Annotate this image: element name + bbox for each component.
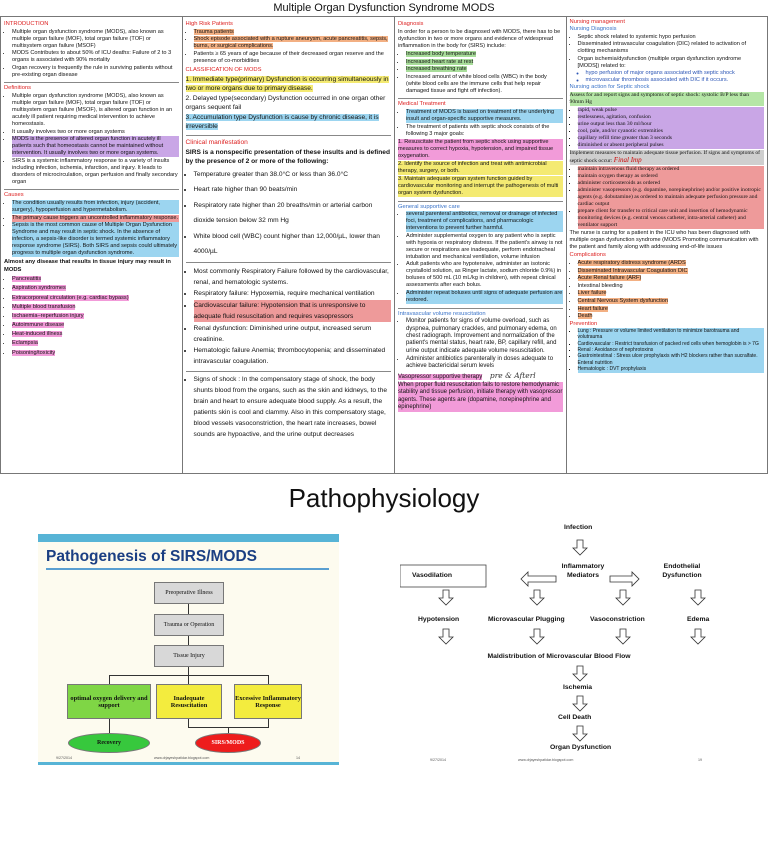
high-risk-item: Shock episode associated with a rupture aneurysm, acute pancreatitis, sepsis, burns, or surgical complications. [193,36,388,50]
prevention-item: ▪ Hematologic : DVT prophylaxis [578,366,764,372]
notes-column-4 [567,17,767,473]
trauma-box: Trauma or Operation [154,614,224,636]
cause-item: • The condition usually results from infection, injury (accident, surgery), hypoperfusion and hypermetabolism. [12,200,179,214]
clinical-intro: SIRS is a nonspecific presentation of these insults and is defined by the presence of 2 or more of the following: [185,148,390,165]
organ-dysfunction-node: Organ Dysfunction [550,744,612,751]
complication-item: Acute Renal failure (ARF) [577,275,642,282]
clinical-item: • Heart rate higher than 90 beats/min [194,182,391,197]
down-arrow [573,696,587,711]
diagnosis-item: Increased heart rate at rest [405,58,474,65]
organ-failure-item: • Renal dysfunction: Diminished urine output, increased serum creatinine. [194,323,391,345]
prevention-item: ▪ Renal : Avoidance of nephrotoxins [578,347,764,353]
complication-item: Central Nervous System dysfunction [577,297,668,304]
treatment-goal: 2. Identify the source of infection and treat with antimicrobial therapy, surgery, or both. [398,161,563,175]
nursing-action-item: ▪ rapid, weak pulse [578,107,764,114]
definition-item: • MODS is the presence of altered organ function in acutely ill patients such that homeostasis cannot be maintained without intervention. It usually involves two or more organ systems. [12,136,179,157]
risk-item: Poisoning/toxicity [12,349,56,356]
clinical-heading: Clinical manifestation [185,138,248,146]
slide-footer-date: 9/27/2014 [430,758,446,762]
nursing-diagnosis-item: • Organ ischemia/dysfunction (multiple organ dysfunction syndrome [MODS]) related to: [578,56,764,70]
causes-section [4,190,179,360]
risk-item: Heat-induced illness [12,331,63,338]
high-risk-item: Trauma patients [193,28,234,35]
diagnosis-heading: Diagnosis [397,21,424,27]
connector [109,675,269,676]
risk-item: Pancreatitis [12,276,42,283]
treatment-item: • The treatment of patients with septic shock consists of the following 3 major goals: [406,124,563,138]
down-arrow [616,629,630,644]
cascade-arrows [400,518,718,770]
sirs-mods-ellipse: SIRS/MODS [195,733,261,753]
connector [188,675,189,684]
connector [188,636,189,645]
edema-node: Edema [687,616,710,623]
nursing-action-item: ▪ diminished or absent peripheral pulses [578,142,764,149]
down-arrow [439,590,453,605]
prevention-item: ▪ Cardiovascular : Restrict transfusion of packed red cells when hemoglobin is > 7G [578,341,764,347]
connector [188,667,189,675]
down-arrow [439,629,453,644]
nursing-action-item: ▪ cool, pale, and/or cyanotic extremities [578,128,764,135]
care-item: • Administer supplemental oxygen to any patient who is septic with hypoxia or respiratory distress. If the patient's airway is not secure or respirations are inadequate, perform endotracheal intubation and mechanical ventilation, volume infusion [406,233,563,261]
classification-heading: CLASSIFICATION OF MODS [185,66,262,73]
slide-page-number: 19 [698,758,702,762]
document-title: Multiple Organ Dysfunction Syndrome MODS [273,2,495,14]
implement-item: ▪ administer corticosteroids as ordered [578,180,764,187]
nursing-management-heading: Nursing management [569,19,625,25]
connector [109,719,110,733]
prevention-item: ▪ Lung : Pressure or volume limited ventilation to minimize barotrauma and volutrauma [578,328,764,341]
organ-failure-item: • Most commonly Respiratory Failure followed by the cardiovascular, renal, and hematologic systems. [194,266,391,288]
connector [268,719,269,727]
treatment-section [398,99,563,201]
causes-heading: Causes [4,192,24,199]
slide-footer-date: 9/27/2014 [56,756,72,760]
care-item: • Administer repeat boluses until signs of adequate perfusion are restored. [406,290,563,304]
high-risk-section [186,19,391,136]
connector [268,675,269,684]
recovery-ellipse: Recovery [68,733,150,753]
clinical-section [186,136,391,263]
nursing-sub-item: ◦ microvascular thrombosis associated with DIC if it occurs. [586,77,764,84]
inadequate-resuscitation-box: Inadequate Resuscitation [156,684,222,719]
preoperative-box: Preoperative Illness [154,582,224,604]
clinical-item: • Temperature greater than 38.0°C or less than 36.0°C [194,167,391,182]
intro-item: • Multiple organ dysfunction syndrome (MODS), also known as multiple organ failure (MOF), total organ failure (TOF) or multisystem organ failure (MSOF) [12,29,179,50]
intro-heading: INTRODUCTION [4,21,49,27]
maldistribution-node: Maldistribution of Microvascular Blood Flow [487,653,631,660]
down-arrow [573,666,587,681]
high-risk-heading: High Risk Patients [185,21,233,27]
supportive-care-section [398,202,563,309]
risk-item: Aspiration syndromes [12,285,66,292]
implement-item: ▪ maintain intravenous fluid therapy as ordered [578,166,764,173]
implement-item: ▪ prepare client for transfer to critical care unit and insertion of hemodynamic monitoring devices (e.g. central venous catheter, intra-arterial catheter) and ventilator support [578,208,764,229]
handwritten-note: pre & Afterl [489,370,536,380]
connector [109,675,110,684]
down-arrow [616,590,630,605]
complication-item: • Intestinal bleeding [578,283,764,290]
complications-heading: Complications [569,252,606,259]
clinical-item: • White blood cell (WBC) count higher than 12,000/µL, lower than 4000/µL [194,229,391,259]
optimal-oxygen-box: optimal oxygen delivery and support [67,684,151,719]
vasopressor-text: When proper fluid resuscitation fails to restore hemodynamic stability and tissue perfusion, initiate therapy with vasopressor agents. These agents are (dopamine, norepinephrine and epinephrine) [397,381,563,411]
slide-footer-url: www.drjayeshpatidar.blogspot.com [154,756,210,760]
classification-item: 1. Immediate type(primary) Dysfunction is occurring simultaneously in two or more organs due to primary disease. [185,75,389,92]
slide-top-bar [38,534,339,542]
supportive-care-heading: General supportive care [397,203,460,210]
complication-item: Liver failure [577,290,607,297]
slide-title: Pathogenesis of SIRS/MODS [46,548,258,565]
cascade-slide [400,518,718,770]
shock-signs: • Signs of shock : In the compensatory stage of shock, the body shunts blood from the organs, such as the skin and kidneys, to the brain and heart to ensure adequate blood supply. As a result, the patients skin is cool and clammy. Also in this compensatory stage, blood vessels vasoconstriction, the heart rate increases, bowel sounds are hypoactive, and the urine output decreases [194,374,391,440]
risk-heading: Almost any disease that results in tissue injury may result in MODS [4,259,171,274]
down-arrow [573,726,587,741]
treatment-goal: 3. Maintain adequate organ system function guided by cardiovascular monitoring and interrupt the pathogenesis of multi organ system dysfunction. [398,176,563,197]
definition-item: • Multiple organ dysfunction syndrome (MODS), also known as multiple organ failure (MOF), total organ failure (TOF) or multisystem organ failure (MSOF), is altered organ function in an acutely ill patient requiring medical intervention to achieve homeostasis. [12,93,179,128]
nursing-diagnosis-heading: Nursing Diagnosis [569,26,617,32]
complication-item: Disseminated Intravascular Coagulation DIC [577,267,688,274]
plugging-node: Microvascular Plugging [488,616,565,623]
infection-node: Infection [564,524,593,531]
diagnosis-text: In order for a person to be diagnosed with MODS, there has to be dysfunction in two or more organs and evidence of widespread inflammation in the body for (SIRS) include: [397,29,561,49]
nursing-action-item: ▪ urine output less than 30 ml/hour [578,121,764,128]
risk-item: Multiple blood transfusion [12,303,76,310]
down-arrow [530,590,544,605]
excessive-inflammatory-box: Excessive Inflammatory Response [234,684,302,719]
sirs-mods-slide [38,534,339,765]
nursing-diagnosis-item: • Septic shock related to systemic hypo perfusion [578,34,764,41]
complication-item: Death [577,313,593,320]
organ-failure-item: • Respiratory failure: Hypoxemia, require mechanical ventilation [194,288,391,299]
shock-section [186,372,391,444]
connector [188,604,189,614]
slide-title-rule [46,568,329,570]
definition-item: • It usually involves two or more organ systems [12,129,179,136]
diagnosis-section [398,19,563,99]
nursing-summary: The nurse is caring for a patient in the ICU who has been diagnosed with multiple organ dysfunction syndrome (MODS Promoting communication with the patient and family along with addressing end-of-life issues [569,230,759,251]
prevention-item: ▪ Gastrointestinal : Stress ulcer prophylaxis with H2 blockers rather than sucralfate. Enteral nutrition [578,353,764,366]
down-arrow [530,629,544,644]
slide-footer-url: www.drjayeshpatidar.blogspot.com [518,758,574,762]
nursing-sub-item: ◦ hypo perfusion of major organs associated with septic shock [586,70,764,77]
classification-item: 3. Accumulation type Dysfunction is cause by chronic disease, it is irreversible [185,113,379,130]
risk-item: Ischaemia–reperfusion injury [12,312,84,319]
nursing-action-intro: Assess for and report signs and symptoms of septic shock: systolic B/P less than 90mm Hg [570,92,764,106]
cause-item: • Sepsis is the most common cause of Multiple Organ Dysfunction Syndrome and may result in septic shock. In the absence of infection, a sepsis-like disorder is termed systemic inflammatory response syndrome (SIRS). Both SIRS and sepsis could ultimately progress to multiple organ dysfunction syndrome. [12,222,179,257]
nursing-action-item: ▪ capillary refill time greater than 3 seconds [578,135,764,142]
risk-item: Eclampsia [12,340,38,347]
care-item: • Adult patients who are hypotensive, administer an isotonic crystalloid solution, as Ringer lactate, sodium chloride 0.9%) in boluses of 500 mL (10 mL/kg in children), with repeat clinical assessments after each bolus. [406,261,563,289]
vasoconstriction-node: Vasoconstriction [590,616,645,623]
organ-failure-item: • Hematologic failure Anemia; thrombocytopenia; and disseminated intravascular coagulation. [194,345,391,367]
intro-item: • Organ recovery is frequently the rule in surviving patients without pre-existing organ disease [12,65,179,79]
nursing-action-item: ▪ restlessness, agitation, confusion [578,114,764,121]
down-arrow [573,540,587,555]
hypotension-node: Hypotension [418,616,460,623]
slide-page-number: 14 [296,756,300,760]
diagnosis-item: Increased breathing rate [405,66,467,73]
risk-item: Autoimmune disease [12,322,65,329]
high-risk-item: • Patients ≥ 65 years of age because of their decreased organ reserve and the presence of co-morbidities [194,51,391,65]
complication-item: Heart failure [577,305,608,312]
treatment-item: • Treatment of MODS is based on treatment of the underlying insult and organ-specific supportive measures. [406,109,563,123]
nursing-diagnosis-item: • Disseminated intravascular coagulation (DIC) related to activation of clotting mechanisms [578,41,764,55]
cell-death-node: Cell Death [558,714,592,721]
volume-heading: Intravascular volume resuscitation [397,310,486,317]
treatment-goal: 1. Resuscitate the patient from septic shock using supportive measures to correct hypoxia, hypotension, and impaired tissue oxygenation. [398,139,563,160]
implement-item: ▪ maintain oxygen therapy as ordered [578,173,764,180]
diagnosis-item: Increased body temperature [405,51,476,57]
tissue-injury-box: Tissue Injury [154,645,224,667]
definitions-heading: Definitions [4,85,32,92]
treatment-heading: Medical Treatment [397,101,446,108]
organ-failure-item: • Cardiovascular failure: Hypotension that is unresponsive to adequate fluid resuscitation and requires vasopressors [194,300,391,322]
endothelial-node: Endothelial Dysfunction [662,563,702,579]
down-arrow [691,590,705,605]
connector [188,719,189,727]
intro-section [4,19,179,83]
risk-item: Extracorporeal circulation (e.g. cardiac bypass) [12,294,129,301]
notes-columns [0,16,768,474]
down-arrow [691,629,705,644]
prevention-heading: Prevention [569,320,598,327]
definitions-section [4,83,179,190]
classification-item: 2. Delayed type(secondary) Dysfunction occurred in one organ other organs sequent fail [185,94,386,111]
care-item: • several parenteral antibiotics, removal or drainage of infected foci, treatment of complications, and pharmacologic interventions to prevent further harmful. [406,211,563,232]
organ-failure-section [186,263,391,372]
vasodilation-node: Vasodilation [412,572,453,579]
nursing-action-heading: Nursing action for Septic shock [569,84,650,91]
handwritten-note: Final Imp [613,156,642,165]
right-arrow [610,572,639,586]
volume-section [398,309,563,416]
intro-item: • MODS Contributes to about 50% of ICU deaths: Failure of 2 to 3 organs is associated with 90% mortality [12,50,179,64]
cause-item: • The primary cause triggers an uncontrolled inflammatory response. [12,215,179,222]
notes-column-3 [395,17,567,473]
section-title: Pathophysiology [288,483,480,513]
left-arrow [521,572,556,586]
notes-column-2 [183,17,395,473]
volume-item: • Monitor patients for signs of volume overload, such as dyspnea, pulmonary crackles, and pulmonary edema, on chest radiograph. Improvement and normalization of the patient's mental status, heart rate, BP, capillary refill, and urine output indicate adequate volume resuscitation. [406,318,563,355]
ischemia-node: Ischemia [563,684,593,691]
notes-column-1 [1,17,183,473]
vasopressor-heading: Vasopressor supportive therapy pre & Afterl [397,370,536,380]
implement-text: Implement measures to maintain adequate tissue perfusion. If signs and symptoms of septic shock occur: Final Imp [570,150,764,165]
definition-item: • SIRS is a systemic inflammatory response to a variety of insults including infection, ischemia, infarction, and injury. It leads to disorders of microcirculation, organ perfusion and finally secondary organ [12,158,179,186]
diagnosis-item: • Increased amount of white blood cells (WBC) in the body (white blood cells are the immune cells that help repair damaged tissue and fight off infection). [406,74,563,95]
complication-item: Acute respiratory distress syndrome (ARDS [577,259,686,266]
volume-item: • Administer antibiotics parenterally in doses adequate to achieve bactericidal serum levels [406,356,563,371]
clinical-item: • Respiratory rate higher than 20 breaths/min or arterial carbon dioxide tension below 32 mm Hg [194,198,391,228]
implement-item: ▪ administer vasopressors (e.g. dopamine, norepinephrine) and/or positive inotropic agents (e.g. dobutamine) as ordered to maintain adequate perfusion pressure and cardiac output [578,187,764,208]
mediators-node: Inflammatory Mediators [561,563,605,579]
